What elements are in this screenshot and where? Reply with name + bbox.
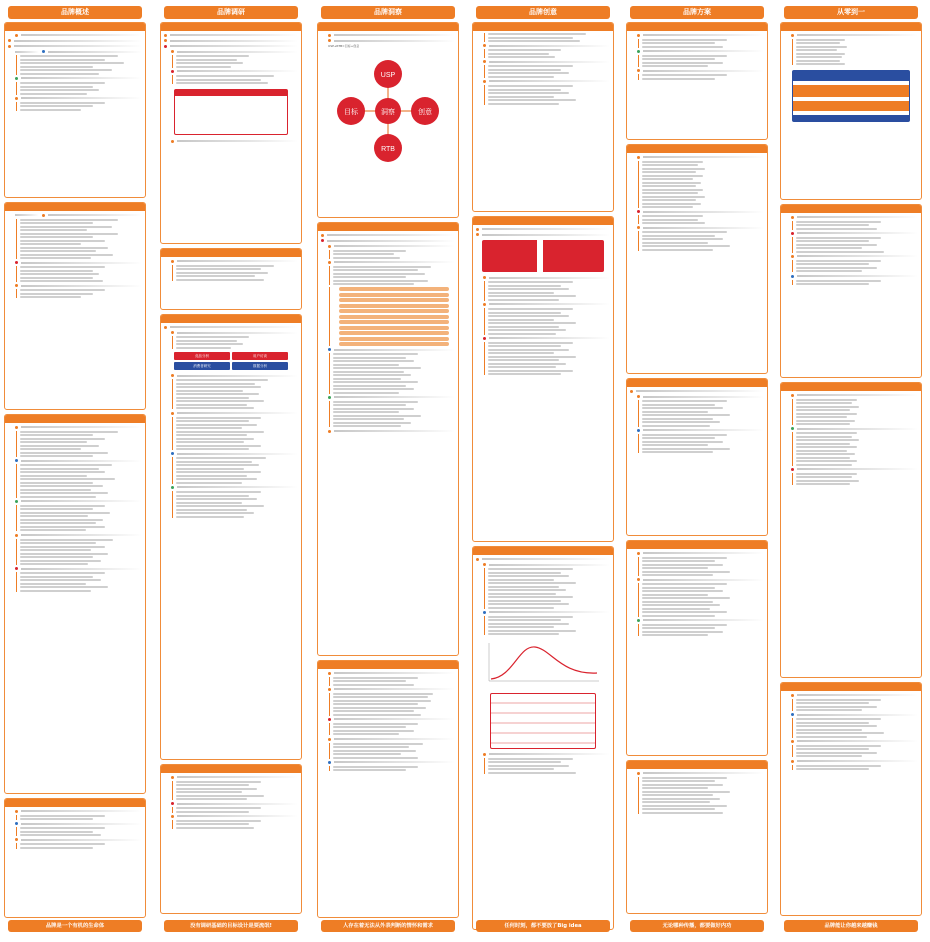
- column-footer: 没有调研基础的目标设计是耍流氓!: [164, 920, 298, 932]
- section: [626, 760, 768, 914]
- column-footer: 人存在着无法从外表判断的情怀和需求: [321, 920, 455, 932]
- section-title: [781, 205, 921, 213]
- column-brand-insight: [317, 6, 459, 934]
- section: [780, 382, 922, 678]
- section-title: [161, 315, 301, 323]
- section-title: [627, 761, 767, 769]
- brand-house-diagram: [792, 70, 910, 122]
- section-title: [318, 23, 458, 31]
- section: [472, 22, 614, 212]
- section-body: [781, 213, 921, 287]
- column-title: 品牌洞察: [321, 6, 455, 19]
- insight-diagram: [328, 52, 448, 170]
- column-title: 品牌方案: [630, 6, 764, 19]
- section: [160, 248, 302, 310]
- idea-flow-diagram: [490, 693, 596, 749]
- section-title: [473, 23, 613, 31]
- section-body: [781, 691, 921, 772]
- column-brand-plan: [626, 6, 768, 934]
- column-brand-creative: [472, 6, 614, 934]
- section: [317, 222, 459, 656]
- creative-label: 创意: [418, 107, 432, 116]
- section-title: [781, 23, 921, 31]
- column-title: 品牌概述: [8, 6, 142, 19]
- section: [4, 414, 146, 794]
- section: [317, 22, 459, 218]
- section-title: [781, 683, 921, 691]
- section: [626, 540, 768, 756]
- matrix-cell: 消费者研究: [174, 362, 230, 370]
- section-body: [318, 31, 458, 174]
- section: [626, 144, 768, 374]
- section-title: [627, 23, 767, 31]
- section-body: [627, 31, 767, 82]
- section-title: [473, 217, 613, 225]
- section-body: [161, 31, 301, 145]
- section: [472, 216, 614, 542]
- section-body: [627, 153, 767, 253]
- section-body: [473, 31, 613, 107]
- section-body: [473, 555, 613, 776]
- section-body: [781, 31, 921, 127]
- section-title: [318, 661, 458, 669]
- section: [626, 22, 768, 140]
- section-body: [161, 323, 301, 520]
- section-title: [5, 799, 145, 807]
- section-body: [318, 231, 458, 435]
- section: [780, 22, 922, 200]
- section: [780, 682, 922, 916]
- section: [317, 660, 459, 918]
- section-body: [627, 769, 767, 816]
- section-title: [627, 379, 767, 387]
- section-title: [473, 547, 613, 555]
- section-body: [5, 423, 145, 594]
- lifecycle-curve: [483, 639, 603, 687]
- section: [780, 204, 922, 378]
- section-title: [781, 383, 921, 391]
- research-matrix: [164, 350, 298, 372]
- section-body: [627, 549, 767, 638]
- section: [4, 202, 146, 410]
- section: [472, 546, 614, 930]
- usp-label: USP: [380, 71, 396, 79]
- column-brand-overview: [4, 6, 146, 934]
- section-body: [161, 257, 301, 283]
- usp-flow-label: USP+RTB=目标+创意: [328, 44, 360, 49]
- section-title: [5, 23, 145, 31]
- section: [160, 314, 302, 760]
- goal-label: 目标: [344, 107, 358, 116]
- section-title: [5, 203, 145, 211]
- section-title: [161, 249, 301, 257]
- column-footer: 品牌是一个有机的生命体: [8, 920, 142, 932]
- section-body: [5, 807, 145, 851]
- rtb-label: RTB: [381, 145, 395, 153]
- column-footer: 任何时刻，都不要放了Big idea: [476, 920, 610, 932]
- column-title: 从零到一: [784, 6, 918, 19]
- section-body: [473, 225, 613, 377]
- section-title: [318, 223, 458, 231]
- column-footer: 无论哪种传播，都要做好内功: [630, 920, 764, 932]
- section: [626, 378, 768, 536]
- section-body: [161, 773, 301, 831]
- section-body: [318, 669, 458, 773]
- insight-label: 洞察: [381, 107, 395, 116]
- section-title: [627, 541, 767, 549]
- section-body: [781, 391, 921, 487]
- column-zero-to-one: [780, 6, 922, 934]
- section-body: [627, 387, 767, 455]
- section: [160, 764, 302, 914]
- section-body: [5, 211, 145, 300]
- column-brand-research: [160, 6, 302, 934]
- matrix-cell: 数据分析: [232, 362, 288, 370]
- matrix-cell: 用户访谈: [232, 352, 288, 360]
- section: [4, 798, 146, 918]
- section-body: [5, 31, 145, 113]
- section-title: [627, 145, 767, 153]
- section-title: [161, 23, 301, 31]
- section-title: [5, 415, 145, 423]
- big-idea-arrow-diagram: [482, 240, 604, 272]
- section-title: [161, 765, 301, 773]
- section: [4, 22, 146, 198]
- column-footer: 品牌能让你越来越赚钱: [784, 920, 918, 932]
- matrix-cell: 竞品分析: [174, 352, 230, 360]
- house-diagram: [174, 89, 288, 135]
- column-title: 品牌创意: [476, 6, 610, 19]
- section: [160, 22, 302, 244]
- column-title: 品牌调研: [164, 6, 298, 19]
